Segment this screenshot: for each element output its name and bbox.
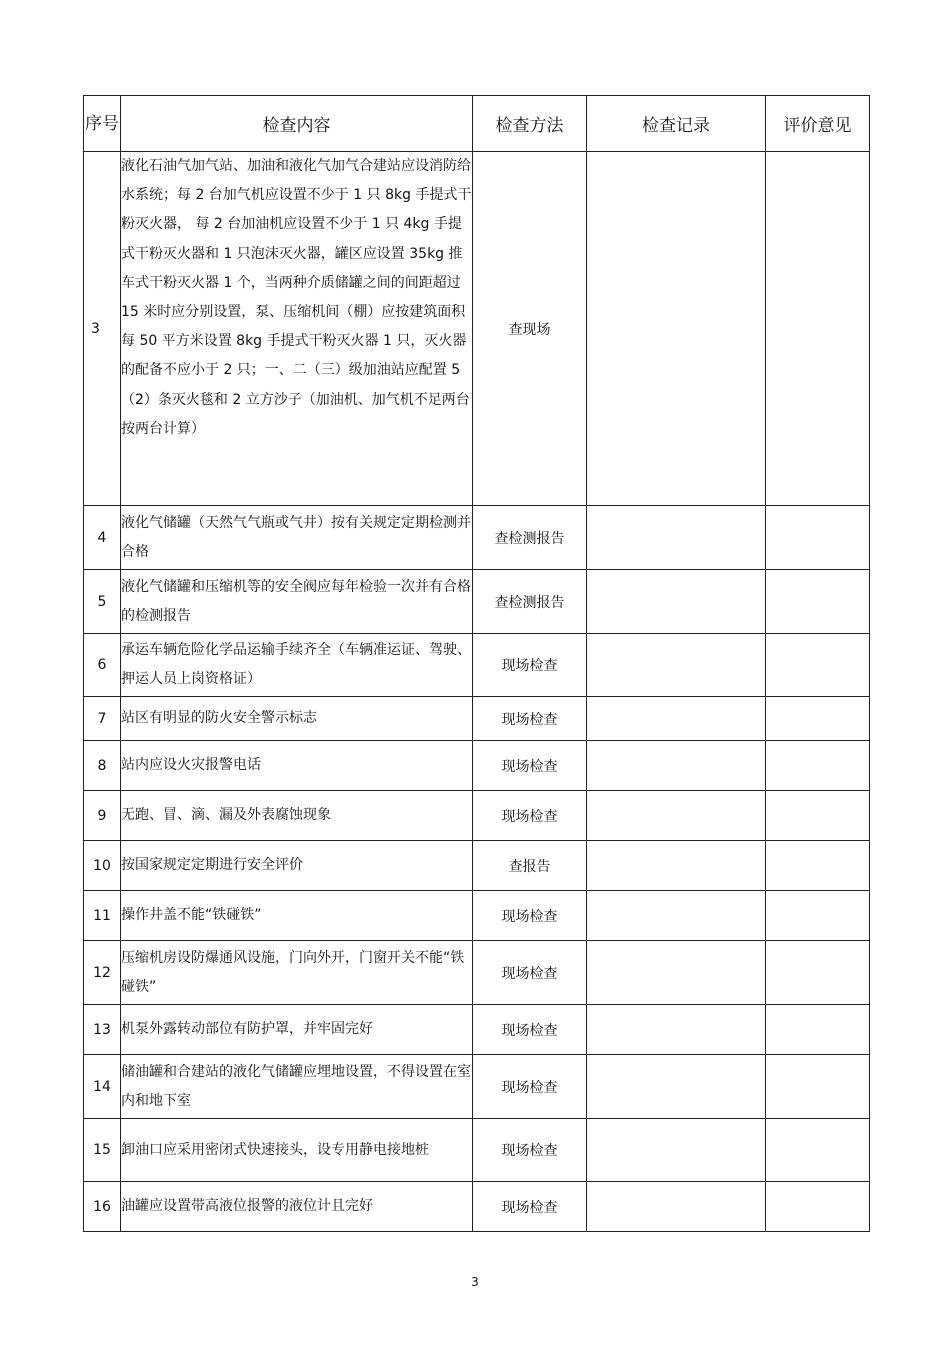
table-row [84, 1005, 870, 1055]
row-no: 10 [84, 841, 121, 891]
row-opinion-cell[interactable] [766, 634, 870, 697]
header-row [84, 96, 870, 152]
row-record-cell[interactable] [587, 570, 766, 634]
row-method: 查现场 [473, 152, 587, 506]
header-method: 检查方法 [473, 96, 587, 152]
row-content: 液化气储罐（天然气气瓶或气井）按有关规定定期检测并合格 [121, 506, 473, 570]
row-method: 查检测报告 [473, 570, 587, 634]
row-record-cell[interactable] [587, 1055, 766, 1119]
header-opinion: 评价意见 [766, 96, 870, 152]
table-row [84, 741, 870, 791]
row-record-cell[interactable] [587, 891, 766, 941]
row-opinion-cell[interactable] [766, 697, 870, 741]
row-content: 卸油口应采用密闭式快速接头，设专用静电接地桩 [121, 1119, 473, 1182]
row-no: 5 [84, 570, 121, 634]
row-method: 查报告 [473, 841, 587, 891]
header-record: 检查记录 [587, 96, 766, 152]
row-content: 按国家规定定期进行安全评价 [121, 841, 473, 891]
table-row [84, 1182, 870, 1232]
header-content: 检查内容 [121, 96, 473, 152]
row-opinion-cell[interactable] [766, 1182, 870, 1232]
table-row [84, 1055, 870, 1119]
row-content: 机泵外露转动部位有防护罩，并牢固完好 [121, 1005, 473, 1055]
table-row [84, 891, 870, 941]
row-content: 储油罐和合建站的液化气储罐应埋地设置，不得设置在室内和地下室 [121, 1055, 473, 1119]
row-record-cell[interactable] [587, 1005, 766, 1055]
row-opinion-cell[interactable] [766, 741, 870, 791]
row-opinion-cell[interactable] [766, 1119, 870, 1182]
row-method: 现场检查 [473, 741, 587, 791]
row-no: 4 [84, 506, 121, 570]
row-no: 15 [84, 1119, 121, 1182]
table-row [84, 634, 870, 697]
row-opinion-cell[interactable] [766, 506, 870, 570]
row-content: 油罐应设置带高液位报警的液位计且完好 [121, 1182, 473, 1232]
row-content: 操作井盖不能“铁碰铁” [121, 891, 473, 941]
row-record-cell[interactable] [587, 152, 766, 506]
row-record-cell[interactable] [587, 941, 766, 1005]
row-content: 液化石油气加气站、加油和液化气加气合建站应设消防给水系统；每 2 台加气机应设置不少于 1 只 8kg 手提式干粉灭火器， 每 2 台加油机应设置不少于 1 只 4kg 手提式干粉灭火器和 1 只泡沫灭火器，罐区应设置 35kg 推车式干粉灭火器 1 个，当两种介质储罐之间的间距超过 15 米时应分别设置，泵、压缩机间（棚）应按建筑面积每 50 平方米设置 8kg 手提式干粉灭火器 1 只，灭火器的配备不应小于 2 只；一、二（三）级加油站应配置 5（2）条灭火毯和 2 立方沙子（加油机、加气机不足两台按两台计算） [121, 152, 473, 506]
row-method: 现场检查 [473, 1005, 587, 1055]
table-row [84, 841, 870, 891]
row-method: 现场检查 [473, 697, 587, 741]
row-opinion-cell[interactable] [766, 152, 870, 506]
row-method: 现场检查 [473, 634, 587, 697]
row-record-cell[interactable] [587, 634, 766, 697]
table-row [84, 570, 870, 634]
row-no: 7 [84, 697, 121, 741]
row-content: 压缩机房设防爆通风设施，门向外开，门窗开关不能“铁碰铁” [121, 941, 473, 1005]
row-no: 9 [84, 791, 121, 841]
row-no: 16 [84, 1182, 121, 1232]
row-record-cell[interactable] [587, 741, 766, 791]
row-method: 查检测报告 [473, 506, 587, 570]
row-opinion-cell[interactable] [766, 570, 870, 634]
row-content: 站内应设火灾报警电话 [121, 741, 473, 791]
table-row [84, 791, 870, 841]
row-record-cell[interactable] [587, 1119, 766, 1182]
row-no: 6 [84, 634, 121, 697]
row-method: 现场检查 [473, 791, 587, 841]
page-number: 3 [471, 1275, 479, 1289]
row-opinion-cell[interactable] [766, 791, 870, 841]
table-row [84, 1119, 870, 1182]
row-method: 现场检查 [473, 1182, 587, 1232]
row-no: 3 [84, 152, 121, 506]
inspection-table [83, 95, 870, 1232]
table-row [84, 506, 870, 570]
row-record-cell[interactable] [587, 506, 766, 570]
table-row [84, 941, 870, 1005]
row-record-cell[interactable] [587, 841, 766, 891]
row-method: 现场检查 [473, 891, 587, 941]
row-content: 站区有明显的防火安全警示标志 [121, 697, 473, 741]
row-method: 现场检查 [473, 1119, 587, 1182]
row-content: 液化气储罐和压缩机等的安全阀应每年检验一次并有合格的检测报告 [121, 570, 473, 634]
row-record-cell[interactable] [587, 1182, 766, 1232]
row-no: 13 [84, 1005, 121, 1055]
row-record-cell[interactable] [587, 697, 766, 741]
row-no: 14 [84, 1055, 121, 1119]
row-content: 无跑、冒、滴、漏及外表腐蚀现象 [121, 791, 473, 841]
row-record-cell[interactable] [587, 791, 766, 841]
row-no: 8 [84, 741, 121, 791]
table-row [84, 697, 870, 741]
row-method: 现场检查 [473, 941, 587, 1005]
table-row [84, 152, 870, 506]
row-opinion-cell[interactable] [766, 1055, 870, 1119]
row-no: 12 [84, 941, 121, 1005]
row-opinion-cell[interactable] [766, 891, 870, 941]
row-content: 承运车辆危险化学品运输手续齐全（车辆准运证、驾驶、押运人员上岗资格证） [121, 634, 473, 697]
header-no: 序号 [84, 96, 121, 152]
row-opinion-cell[interactable] [766, 941, 870, 1005]
row-opinion-cell[interactable] [766, 841, 870, 891]
row-opinion-cell[interactable] [766, 1005, 870, 1055]
row-no: 11 [84, 891, 121, 941]
row-method: 现场检查 [473, 1055, 587, 1119]
